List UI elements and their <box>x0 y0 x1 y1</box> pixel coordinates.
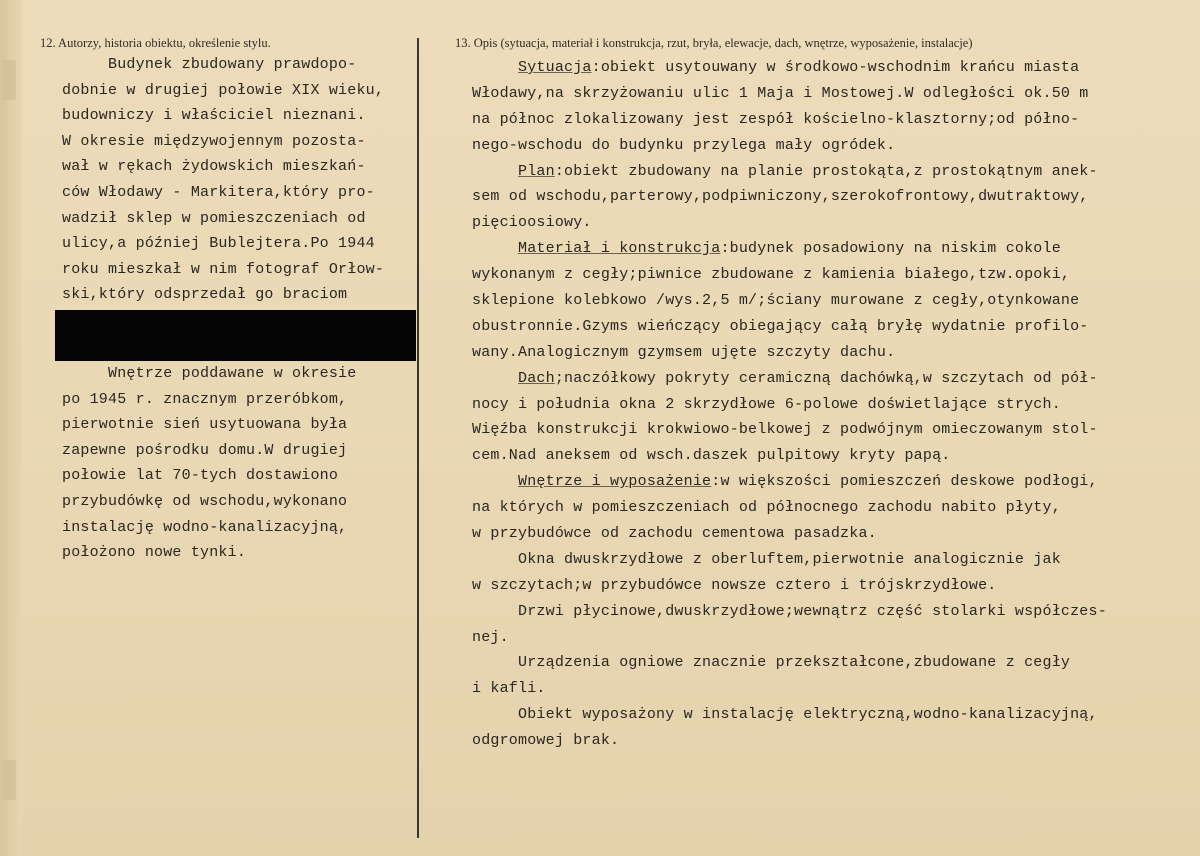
line-indent <box>472 603 518 620</box>
line-text: Urządzenia ogniowe znacznie przekształcone,zbudowane z cegły <box>518 654 1071 672</box>
text-line <box>472 236 1192 262</box>
text-line <box>472 55 1192 81</box>
text-line: roku mieszkał w nim fotograf Orłow- <box>62 260 385 278</box>
line-indent <box>472 551 518 568</box>
text-line <box>472 443 1192 469</box>
line-text: Włodawy,na skrzyżowaniu ulic 1 Maja i Mostowej.W odległości ok.50 m <box>472 84 1089 102</box>
sheet-left-edge <box>0 0 22 856</box>
text-line: instalację wodno-kanalizacyjną, <box>62 518 348 536</box>
line-indent <box>472 706 518 723</box>
text-line <box>472 547 1192 573</box>
text-line: Budynek zbudowany prawdopo- <box>62 56 357 73</box>
paper-stain <box>2 760 16 800</box>
line-text: wykonanym z cegły;piwnice zbudowane z kamienia białego,tzw.opoki, <box>472 266 1071 284</box>
text-line <box>472 314 1192 340</box>
line-text: i kafli. <box>472 680 546 698</box>
text-line: Wnętrze poddawane w okresie <box>62 365 357 382</box>
text-line <box>472 521 1192 547</box>
text-line <box>472 417 1192 443</box>
text-line <box>472 288 1192 314</box>
paper-stain <box>2 60 16 100</box>
section-label: Plan <box>518 162 555 180</box>
text-line: ców Włodawy - Markitera,który pro- <box>62 183 375 201</box>
line-text: :obiekt usytouwany w środkowo-wschodnim krańcu miasta <box>591 59 1080 76</box>
line-text: sklepione kolebkowo /wys.2,5 m/;ściany murowane z cegły,otynkowane <box>472 292 1080 310</box>
line-text: :w większości pomieszczeń deskowe podłogi, <box>711 473 1098 491</box>
text-line <box>472 728 1192 754</box>
line-text: obustronnie.Gzyms wieńczący obiegający całą bryłę wydatnie profilo- <box>472 317 1089 335</box>
text-line: ski,który odsprzedał go braciom <box>62 286 348 304</box>
line-text: w szczytach;w przybudówce nowsze cztero i trójskrzydłowe. <box>472 576 997 594</box>
text-line: wadził sklep w pomieszczeniach od <box>62 209 366 227</box>
text-line <box>472 210 1192 236</box>
line-text: nocy i południa okna 2 skrzydłowe 6-polowe doświetlające strych. <box>472 395 1061 413</box>
text-line <box>472 366 1192 392</box>
text-line <box>472 107 1192 133</box>
section-label: Materiał i konstrukcja <box>518 240 721 258</box>
description-text-block <box>472 55 1192 754</box>
line-indent <box>472 473 518 490</box>
text-line <box>472 676 1192 702</box>
section-13-heading: 13. Opis (sytuacja, materiał i konstrukcja, rzut, bryła, elewacje, dach, wnętrze, wyposażenie, instalacje) <box>455 36 973 50</box>
line-indent <box>472 240 518 257</box>
text-line <box>472 81 1192 107</box>
section-label: Wnętrze i wyposażenie <box>518 473 712 491</box>
text-line: budowniczy i właściciel nieznani. <box>62 107 366 125</box>
text-line <box>472 702 1192 728</box>
line-text: Okna dwuskrzydłowe z oberluftem,pierwotnie analogicznie jak <box>518 550 1061 568</box>
text-line: połowie lat 70-tych dostawiono <box>62 467 339 485</box>
text-line: po 1945 r. znacznym przeróbkom, <box>62 390 348 408</box>
text-line <box>472 650 1192 676</box>
line-text: :obiekt zbudowany na planie prostokąta,z prostokątnym anek- <box>554 162 1098 180</box>
text-line <box>472 469 1192 495</box>
line-text: wany.Analogicznym gzymsem ujęte szczyty dachu. <box>472 343 896 361</box>
column-divider <box>417 38 419 838</box>
redaction-bar <box>55 310 416 361</box>
section-12-heading: 12. Autorzy, historia obiektu, określenie stylu. <box>40 36 271 50</box>
line-text: Więźba konstrukcji krokwiowo-belkowej z podwójnym omieczowanym stol- <box>472 421 1098 439</box>
line-text: cem.Nad aneksem od wsch.daszek pulpitowy kryty papą. <box>472 447 951 465</box>
text-line: zapewne pośrodku domu.W drugiej <box>62 441 348 459</box>
text-line <box>472 262 1192 288</box>
text-line: wał w rękach żydowskich mieszkań- <box>62 158 366 176</box>
line-text: nej. <box>472 628 509 646</box>
text-line <box>472 392 1192 418</box>
text-line: pierwotnie sień usytuowana była <box>62 416 348 434</box>
line-text: ;naczółkowy pokryty ceramiczną dachówką,w szczytach od pół- <box>554 369 1098 387</box>
text-line: dobnie w drugiej połowie XIX wieku, <box>62 81 385 99</box>
line-text: nego-wschodu do budynku przylega mały ogródek. <box>472 136 896 154</box>
line-text: odgromowej brak. <box>472 732 620 750</box>
text-line <box>472 159 1192 185</box>
line-indent <box>472 163 518 180</box>
line-indent <box>472 59 518 76</box>
text-line: W okresie międzywojennym pozosta- <box>62 132 366 150</box>
line-text: pięcioosiowy. <box>472 214 592 232</box>
text-line: przybudówkę od wschodu,wykonano <box>62 492 348 510</box>
text-line <box>472 625 1192 651</box>
history-text-block-2 <box>62 361 412 566</box>
text-line <box>472 573 1192 599</box>
line-text: sem od wschodu,parterowy,podpiwniczony,szerokofrontowy,dwutraktowy, <box>472 188 1089 206</box>
text-line <box>472 495 1192 521</box>
text-line: położono nowe tynki. <box>62 544 247 562</box>
line-text: Obiekt wyposażony w instalację elektryczną,wodno-kanalizacyjną, <box>518 706 1098 724</box>
line-text: na których w pomieszczeniach od północnego zachodu nabito płyty, <box>472 499 1061 517</box>
line-text: w przybudówce od zachodu cementowa pasadzka. <box>472 525 877 543</box>
text-line <box>472 340 1192 366</box>
line-text: :budynek posadowiony na niskim cokole <box>720 240 1061 258</box>
text-line <box>472 184 1192 210</box>
line-text: Drzwi płycinowe,dwuskrzydłowe;wewnątrz część stolarki współczes- <box>518 602 1107 620</box>
section-label: Sytuacja <box>518 59 592 76</box>
section-label: Dach <box>518 369 555 387</box>
text-line <box>472 133 1192 159</box>
history-text-block <box>62 52 412 308</box>
line-text: na północ zlokalizowany jest zespół kościelno-klasztorny;od półno- <box>472 110 1080 128</box>
line-indent <box>472 370 518 387</box>
text-line: ulicy,a później Bublejtera.Po 1944 <box>62 235 375 253</box>
text-line <box>472 599 1192 625</box>
line-indent <box>472 654 518 671</box>
